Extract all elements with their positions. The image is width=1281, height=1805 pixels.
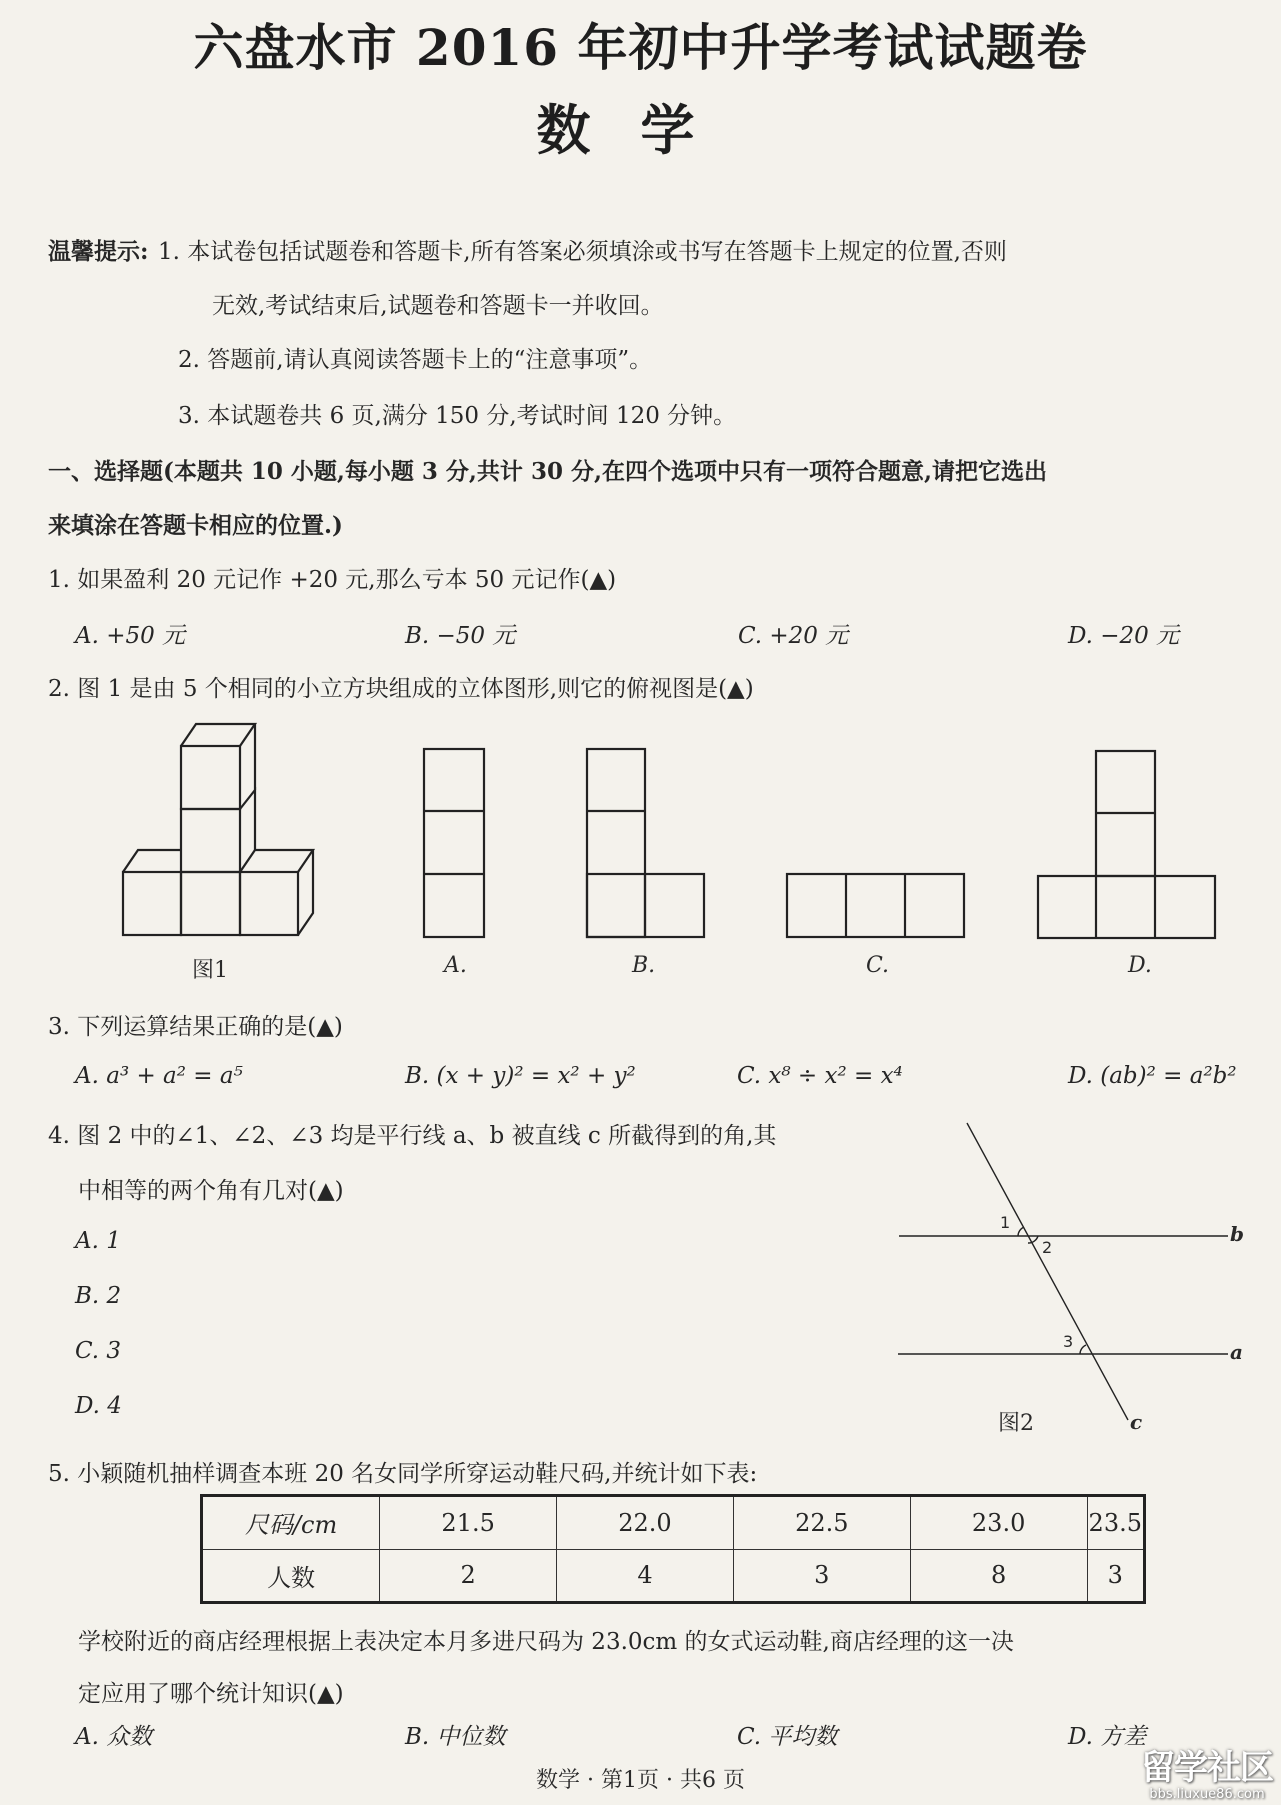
size-cell: 22.0 [557,1496,734,1550]
q5-followup-line1: 学校附近的商店经理根据上表决定本月多进尺码为 23.0cm 的女式运动鞋,商店经理的这一决 [78,1629,1014,1655]
count-cell: 4 [557,1549,734,1603]
watermark-text: 留学社区 [1141,1748,1273,1788]
page-footer: 数学 · 第1页 · 共6 页 [536,1768,745,1793]
line-label-a: a [1230,1340,1243,1364]
q5-option-a: A. 众数 [75,1724,153,1750]
q1-option-c: C. +20 元 [738,623,849,649]
q4-option-d: D. 4 [75,1393,122,1419]
q3-option-a: A. a³ + a² = a⁵ [75,1063,243,1089]
q3-option-c: C. x⁸ ÷ x² = x⁴ [737,1063,903,1089]
option-c-top-view [787,874,964,937]
section-heading-line1: 一、选择题(本题共 10 小题,每小题 3 分,共计 30 分,在四个选项中只有一项符合题意,请把它选出 [48,458,1047,485]
q3-option-d: D. (ab)² = a²b² [1068,1063,1237,1089]
angle-label-2: 2 [1042,1238,1053,1257]
option-b-top-view [587,749,704,937]
watermark-url: bbs.liuxue86.com [1149,1787,1265,1802]
figure1-cube-stack [123,724,313,935]
table-row-counts [202,1549,1145,1603]
size-cell: 23.5 [1087,1496,1144,1550]
notice-label: 温馨提示: [48,238,149,265]
angle-label-1: 1 [1000,1213,1011,1232]
notice-item-1: 1. 本试卷包括试题卷和答题卡,所有答案必须填涂或书写在答题卡上规定的位置,否则 [158,239,1007,265]
exam-title: 六盘水市 2016 年初中升学考试试题卷 [193,18,1088,77]
q1-option-d: D. −20 元 [1068,623,1180,649]
figure-label-d: D. [1128,953,1152,978]
figure1-caption: 图1 [192,958,228,983]
q1-option-b: B. −50 元 [405,623,516,649]
count-cell: 3 [733,1549,910,1603]
q5-followup-line2: 定应用了哪个统计知识(▲) [78,1681,344,1707]
q3-option-b: B. (x + y)² = x² + y² [405,1063,636,1089]
option-d-top-view [1038,751,1215,938]
figure2-caption: 图2 [998,1411,1034,1436]
angle-label-3: 3 [1063,1332,1074,1351]
figure-label-a: A. [444,953,467,978]
q5-option-c: C. 平均数 [737,1724,838,1750]
q1-option-a: A. +50 元 [75,623,186,649]
notice-item-2: 2. 答题前,请认真阅读答题卡上的“注意事项”。 [178,347,653,373]
shoe-size-table [200,1494,1146,1604]
size-cell: 23.0 [910,1496,1087,1550]
watermark-logo [1141,1740,1273,1802]
q4-stem-line1: 4. 图 2 中的∠1、∠2、∠3 均是平行线 a、b 被直线 c 所截得到的角,其 [48,1123,777,1149]
subject-title: 数学 [536,98,745,162]
count-cell: 3 [1087,1549,1144,1603]
line-label-c: c [1130,1410,1143,1434]
row-header-count: 人数 [202,1549,380,1603]
q4-stem-line2: 中相等的两个角有几对(▲) [78,1178,344,1204]
size-cell: 22.5 [733,1496,910,1550]
q4-option-c: C. 3 [75,1338,122,1364]
table-row-sizes [202,1496,1145,1550]
option-a-top-view [424,749,484,937]
notice-item-3: 3. 本试题卷共 6 页,满分 150 分,考试时间 120 分钟。 [178,403,737,429]
q4-option-a: A. 1 [75,1228,121,1254]
q1-stem: 1. 如果盈利 20 元记作 +20 元,那么亏本 50 元记作(▲) [48,567,617,593]
size-cell: 21.5 [380,1496,557,1550]
q5-option-b: B. 中位数 [405,1724,506,1750]
q3-stem: 3. 下列运算结果正确的是(▲) [48,1014,343,1040]
figure2-parallel-lines [880,1110,1281,1440]
line-label-b: b [1230,1222,1244,1246]
count-cell: 2 [380,1549,557,1603]
figure-label-b: B. [632,953,656,978]
figure-label-c: C. [866,953,890,978]
count-cell: 8 [910,1549,1087,1603]
q5-option-d: D. 方差 [1068,1724,1147,1750]
q2-stem: 2. 图 1 是由 5 个相同的小立方块组成的立体图形,则它的俯视图是(▲) [48,676,754,702]
section-heading-line2: 来填涂在答题卡相应的位置.) [48,512,343,539]
q4-option-b: B. 2 [75,1283,122,1309]
q5-stem: 5. 小颖随机抽样调查本班 20 名女同学所穿运动鞋尺码,并统计如下表: [48,1461,758,1487]
notice-item-1-cont: 无效,考试结束后,试题卷和答题卡一并收回。 [212,293,664,319]
row-header-size: 尺码/cm [202,1496,380,1550]
